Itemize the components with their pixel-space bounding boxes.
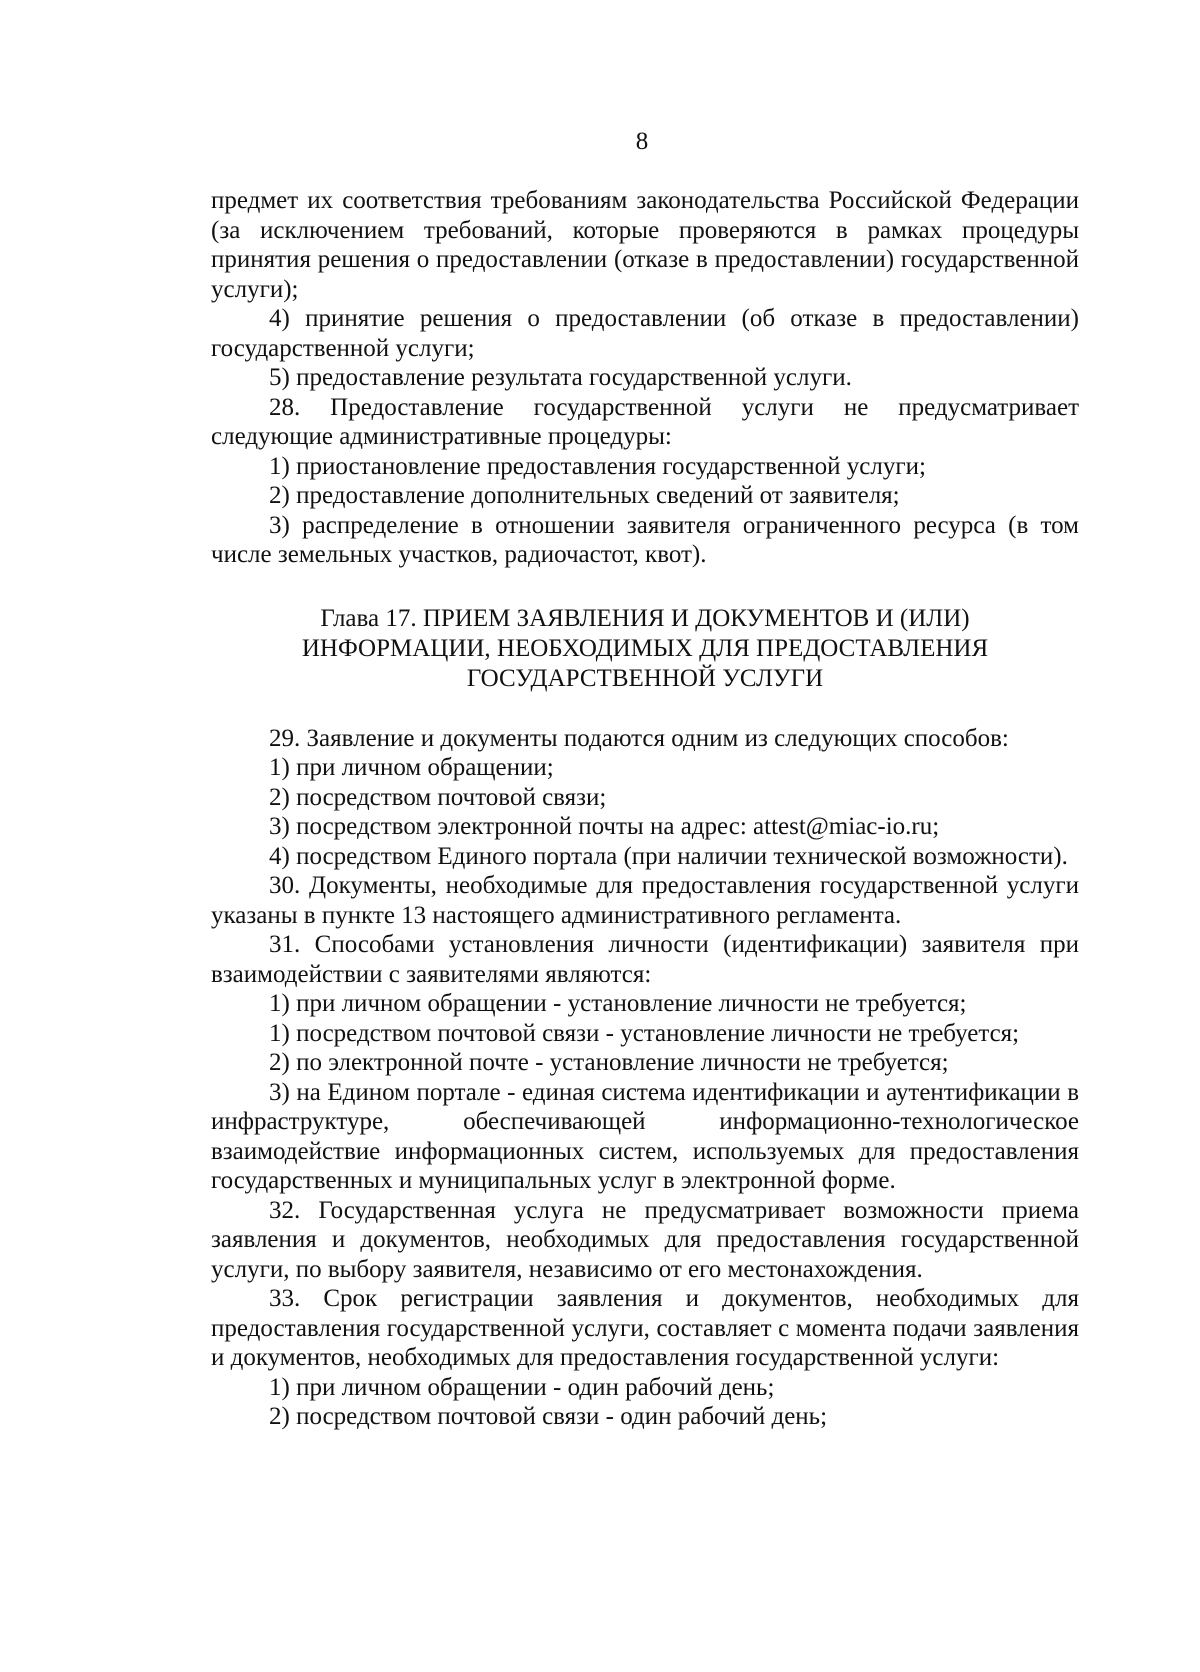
paragraph: предмет их соответствия требованиям законодательства Российской Федерации (за исключением требований, которые проверяются в рамках процедуры принятия решения о предоставлении (отказе в предоставлении) государственной услуги); [211, 187, 1079, 303]
paragraph: 30. Документы, необходимые для предоставления государственной услуги указаны в пункте 13 настоящего административного регламента. [211, 872, 1079, 929]
paragraph: 31. Способами установления личности (идентификации) заявителя при взаимодействии с заявителями являются: [211, 931, 1079, 988]
paragraph: 1) приостановление предоставления государственной услуги; [269, 452, 926, 480]
paragraph: 33. Срок регистрации заявления и документов, необходимых для предоставления государственной услуги, составляет с момента подачи заявления и документов, необходимых для предоставления государственной услуги: [211, 1285, 1079, 1371]
paragraph: 3) посредством электронной почты на адрес: attest@miac-io.ru; [269, 813, 940, 840]
paragraph: 1) посредством почтовой связи - установление личности не требуется; [269, 1019, 1020, 1047]
paragraph: 2) посредством почтовой связи - один рабочий день; [269, 1403, 828, 1430]
paragraph: 1) при личном обращении; [269, 754, 554, 781]
paragraph: 3) на Едином портале - единая система идентификации и аутентификации в инфраструктуре, обеспечивающей информационно-технологическое взаимодействие информационных систем, используемых для предоставления государственных и муниципальных услуг в электронной форме. [211, 1078, 1079, 1194]
chapter-heading-line: ИНФОРМАЦИИ, НЕОБХОДИМЫХ ДЛЯ ПРЕДОСТАВЛЕНИЯ [301, 634, 989, 662]
paragraph: 1) при личном обращении - установление личности не требуется; [269, 990, 967, 1017]
paragraph: 3) распределение в отношении заявителя ограниченного ресурса (в том числе земельных участков, радиочастот, квот). [211, 511, 1079, 568]
chapter-heading-line: Глава 17. ПРИЕМ ЗАЯВЛЕНИЯ И ДОКУМЕНТОВ И (ИЛИ) [320, 604, 970, 632]
paragraph: 4) принятие решения о предоставлении (об отказе в предоставлении) государственной услуги; [211, 305, 1079, 362]
paragraph: 1) при личном обращении - один рабочий день; [269, 1373, 775, 1401]
paragraph: 2) предоставление дополнительных сведений от заявителя; [269, 482, 900, 509]
chapter-heading [211, 604, 1079, 694]
page-number: 8 [635, 128, 649, 155]
paragraph: 4) посредством Единого портала (при наличии технической возможности). [269, 842, 1068, 870]
paragraph: 28. Предоставление государственной услуги не предусматривает следующие административные процедуры: [211, 393, 1079, 450]
chapter-heading-line: ГОСУДАРСТВЕННОЙ УСЛУГИ [466, 664, 824, 692]
document-body [211, 186, 1079, 1432]
paragraph: 29. Заявление и документы подаются одним из следующих способов: [269, 724, 1009, 752]
paragraph: 2) по электронной почте - установление личности не требуется; [269, 1049, 949, 1076]
paragraph: 2) посредством почтовой связи; [269, 783, 607, 811]
paragraph: 32. Государственная услуга не предусматривает возможности приема заявления и документов, необходимых для предоставления государственной услуги, по выбору заявителя, независимо от его местонахождения. [211, 1196, 1079, 1283]
paragraph: 5) предоставление результата государственной услуги. [269, 364, 852, 391]
